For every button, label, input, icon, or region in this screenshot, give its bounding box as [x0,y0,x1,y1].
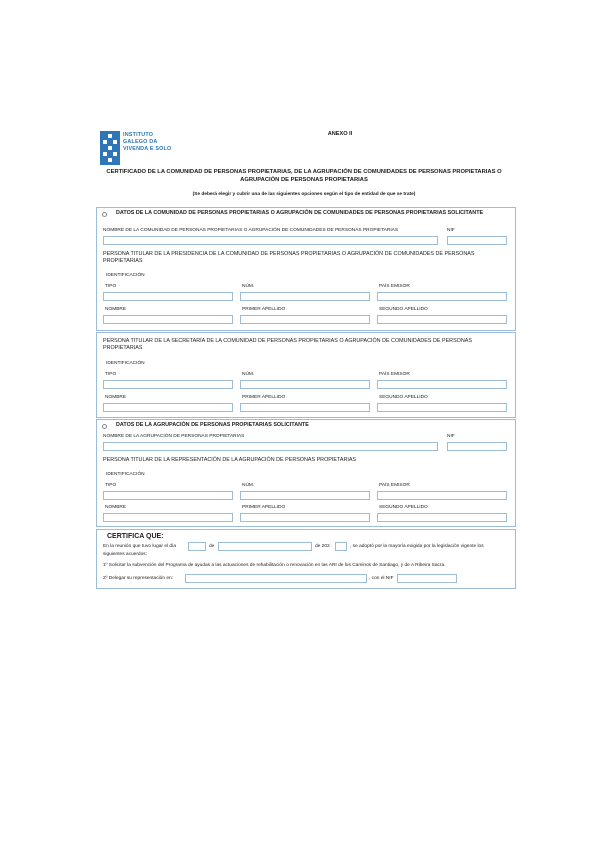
community-name-label: NOMBRE DE LA COMUNIDAD DE PERSONAS PROPIETARIAS O AGRUPACIÓN DE COMUNIDADES DE PERSONAS PROPIETARIAS [103,228,399,233]
segundo-apellido-label: SEGUNDO APELLIDO [379,505,428,510]
representative-name-field[interactable] [185,574,367,583]
segundo-apellido-label: SEGUNDO APELLIDO [379,307,428,312]
president-apellido2-field[interactable] [377,315,507,324]
representative-nif-field[interactable] [397,574,457,583]
secretary-section-title: PERSONA TITULAR DE LA SECRETARÍA DE LA COMUNIDAD DE PERSONAS PROPIETARIAS O AGRUPACIÓN DE COMUNIDADES DE PERSONAS PROPIETARIAS [103,338,472,351]
community-heading: DATOS DE LA COMUNIDAD DE PERSONAS PROPIETARIAS O AGRUPACIÓN DE COMUNIDADES DE PERSONAS PROPIETARIAS SOLICITANTE [116,210,484,216]
agreement-item-1: 1º Solicitar la subvención del Programa de ayudas a las actuaciones de rehabilitación o renovación en las ARI de los Caminos de Santiago, y de A Ribeira Sacra. [103,563,446,568]
grouping-option-radio[interactable] [102,424,107,429]
tipo-label: TIPO [105,284,117,289]
grouping-name-field[interactable] [103,442,438,451]
president-tipo-field[interactable] [103,292,233,301]
secretary-apellido2-field[interactable] [377,403,507,412]
segundo-apellido-label: SEGUNDO APELLIDO [379,395,428,400]
logo-text: INSTITUTO GALEGO DA VIVENDA E SOLO [123,132,172,153]
president-apellido1-field[interactable] [240,315,370,324]
president-pais-field[interactable] [377,292,507,301]
community-data-panel [96,207,516,331]
meeting-year-field[interactable] [335,542,347,551]
primer-apellido-label: PRIMER APELLIDO [242,505,286,510]
document-title: CERTIFICADO DE LA COMUNIDAD DE PERSONAS PROPIETARIAS, DE LA AGRUPACIÓN DE COMUNIDADES DE PERSONAS PROPIETARIAS O AGRUPACIÓN DE PERSONAS PROPIETARIAS [106,169,502,183]
grouping-name-label: NOMBRE DE LA AGRUPACIÓN DE PERSONAS PROPIETARIAS [103,434,245,439]
nombre-label: NOMBRE [105,307,127,312]
representative-pais-field[interactable] [377,491,507,500]
primer-apellido-label: PRIMER APELLIDO [242,307,286,312]
president-num-field[interactable] [240,292,370,301]
annex-label: ANEXO II [327,131,353,137]
president-nombre-field[interactable] [103,315,233,324]
nif-text: , con el NIF [369,576,394,581]
agreement-item-2: 2º Delegar su representación en: [103,576,174,581]
pais-emisor-label: PAÍS EMISOR [379,483,410,488]
representative-apellido2-field[interactable] [377,513,507,522]
representative-apellido1-field[interactable] [240,513,370,522]
pais-emisor-label: PAÍS EMISOR [379,372,410,377]
num-label: NÚM. [242,372,255,377]
tipo-label: TIPO [105,372,117,377]
secretary-tipo-field[interactable] [103,380,233,389]
community-nif-label: NIF [447,228,455,233]
meeting-text: En la reunión que tuvo lugar el día [103,544,177,549]
secretary-nombre-field[interactable] [103,403,233,412]
instructions-note: (Se deberá elegir y cubrir una de las siguientes opciones según el tipo de entidad de que se trate) [192,192,416,197]
identification-label: IDENTIFICACIÓN [106,273,145,278]
representative-nombre-field[interactable] [103,513,233,522]
grouping-heading: DATOS DE LA AGRUPACIÓN DE PERSONAS PROPIETARIAS SOLICITANTE [116,422,309,428]
meeting-majority-text: , se adoptó por la mayoría exigida por la legislación vigente los [350,544,484,549]
community-option-radio[interactable] [102,212,107,217]
representative-section-title: PERSONA TITULAR DE LA REPRESENTACIÓN DE LA AGRUPACIÓN DE PERSONAS PROPIETARIAS [103,457,357,463]
meeting-month-field[interactable] [218,542,312,551]
num-label: NÚM. [242,284,255,289]
meeting-de-text: de [209,544,215,549]
representative-num-field[interactable] [240,491,370,500]
certifies-heading: CERTIFICA QUE: [107,533,164,540]
secretary-panel [96,332,516,418]
president-section-title: PERSONA TITULAR DE LA PRESIDENCIA DE LA COMUNIDAD DE PERSONAS PROPIETARIAS O AGRUPACIÓN DE COMUNIDADES DE PERSONAS PROPIETARIAS [103,251,475,264]
identification-label: IDENTIFICACIÓN [106,472,145,477]
secretary-apellido1-field[interactable] [240,403,370,412]
representative-tipo-field[interactable] [103,491,233,500]
nombre-label: NOMBRE [105,505,127,510]
identification-label: IDENTIFICACIÓN [106,361,145,366]
primer-apellido-label: PRIMER APELLIDO [242,395,286,400]
meeting-year-prefix: de 202 [315,544,330,549]
grouping-nif-field[interactable] [447,442,507,451]
community-nif-field[interactable] [447,236,507,245]
pais-emisor-label: PAÍS EMISOR [379,284,410,289]
meeting-day-field[interactable] [188,542,206,551]
num-label: NÚM. [242,483,255,488]
tipo-label: TIPO [105,483,117,488]
agreements-text: siguientes acuerdos: [103,552,147,557]
nombre-label: NOMBRE [105,395,127,400]
community-name-field[interactable] [103,236,438,245]
secretary-num-field[interactable] [240,380,370,389]
secretary-pais-field[interactable] [377,380,507,389]
certifies-panel [96,529,516,589]
grouping-data-panel [96,419,516,527]
grouping-nif-label: NIF [447,434,455,439]
